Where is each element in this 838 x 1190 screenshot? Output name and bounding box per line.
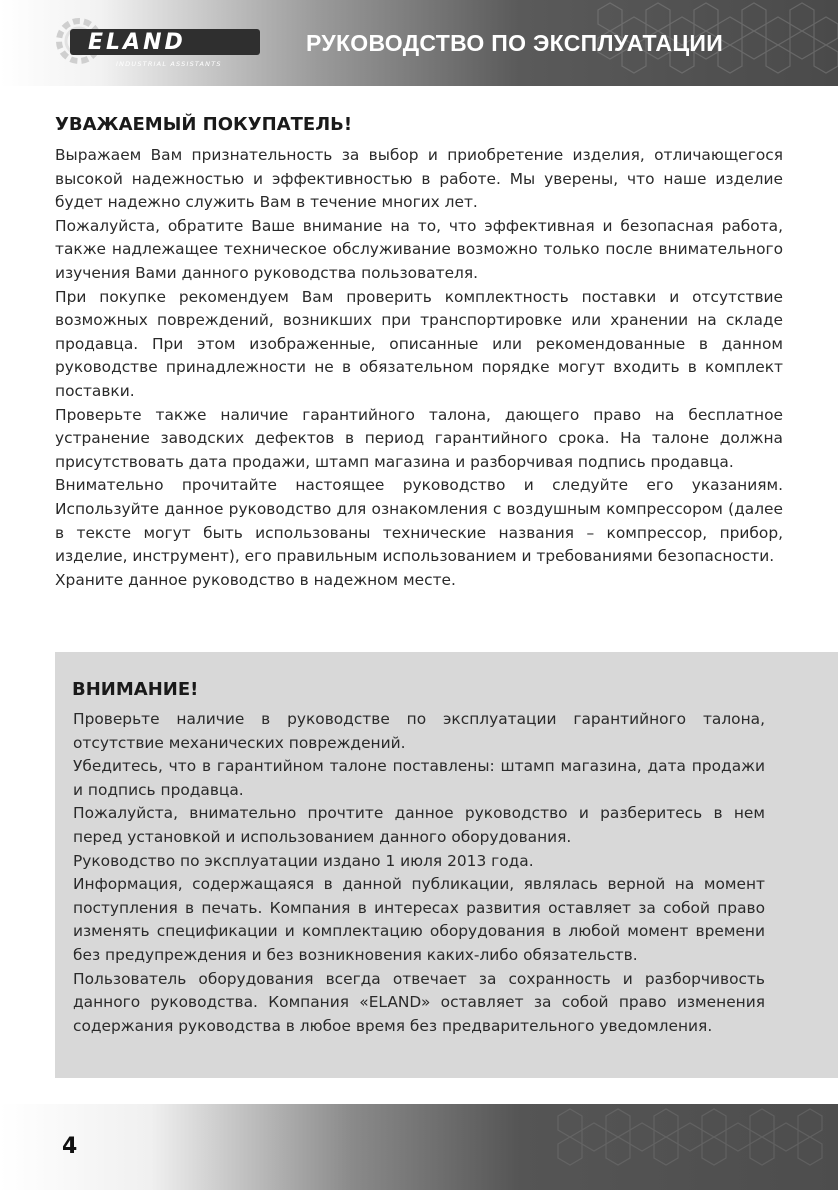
- logo-subtitle: INDUSTRIAL ASSISTANTS: [116, 60, 222, 68]
- greeting-paragraph: Пожалуйста, обратите Ваше внимание на то, что эффективная и безопасная работа, также надлежащее техническое обслуживание возможно только после внимательного изучения Вами данного руководства пользователя.: [55, 216, 783, 282]
- logo-text: ELAND: [88, 30, 186, 55]
- attention-heading: ВНИМАНИЕ!: [72, 679, 199, 700]
- greeting-paragraph: Проверьте также наличие гарантийного талона, дающего право на бесплатное устранение заводских дефектов в период гарантийного срока. На талоне должна присутствовать дата продажи, штамп магазина и разборчивая подпись продавца.: [55, 405, 783, 471]
- greeting-paragraph: Выражаем Вам признательность за выбор и приобретение изделия, отличающегося высокой надежностью и эффективностью в работе. Мы уверены, что наше изделие будет надежно служить Вам в течение многих лет.: [55, 146, 783, 212]
- page-header: [0, 0, 838, 86]
- attention-paragraph: Пользователь оборудования всегда отвечает за сохранность и разборчивость данного руководства. Компания «ELAND» оставляет за собой право изменения содержания руководства в любое время без предварительного уведомления.: [73, 969, 765, 1035]
- greeting-heading: УВАЖАЕМЫЙ ПОКУПАТЕЛЬ!: [55, 114, 353, 135]
- attention-paragraph: Убедитесь, что в гарантийном талоне поставлены: штамп магазина, дата продажи и подпись продавца.: [73, 757, 765, 799]
- attention-paragraph: Информация, содержащаяся в данной публикации, являлась верной на момент поступления в печать. Компания в интересах развития оставляет за собой право изменять спецификации и комплектацию оборудования в любой момент времени без предупреждения и без возникновения каких-либо обязательств.: [73, 875, 765, 964]
- attention-paragraph: Проверьте наличие в руководстве по эксплуатации гарантийного талона, отсутствие механических повреждений.: [73, 710, 765, 752]
- manual-title: РУКОВОДСТВО ПО ЭКСПЛУАТАЦИИ: [306, 30, 724, 56]
- greeting-paragraph: Храните данное руководство в надежном месте.: [55, 570, 456, 589]
- eland-logo: [52, 10, 267, 72]
- attention-box: [55, 652, 838, 1078]
- greeting-text: [55, 144, 783, 592]
- page-number: 4: [62, 1134, 78, 1159]
- greeting-paragraph: Внимательно прочитайте настоящее руководство и следуйте его указаниям. Используйте данное руководство для ознакомления с воздушным компрессором (далее в тексте могут быть использованы технические названия – компрессор, прибор, изделие, инструмент), его правильным использованием и требованиями безопасности.: [55, 476, 783, 566]
- hexagon-pattern: [538, 1104, 838, 1190]
- attention-paragraph: Руководство по эксплуатации издано 1 июля 2013 года.: [73, 851, 534, 870]
- attention-paragraph: Пожалуйста, внимательно прочтите данное руководство и разберитесь в нем перед установкой и использованием данного оборудования.: [73, 804, 765, 846]
- attention-text: [73, 708, 765, 1038]
- page-footer: [0, 1104, 838, 1190]
- greeting-paragraph: При покупке рекомендуем Вам проверить комплектность поставки и отсутствие возможных повреждений, возникших при транспортировке или хранении на складе продавца. При этом изображенные, описанные или рекомендованные в данном руководстве принадлежности не в обязательном порядке могут входить в комплект поставки.: [55, 287, 783, 400]
